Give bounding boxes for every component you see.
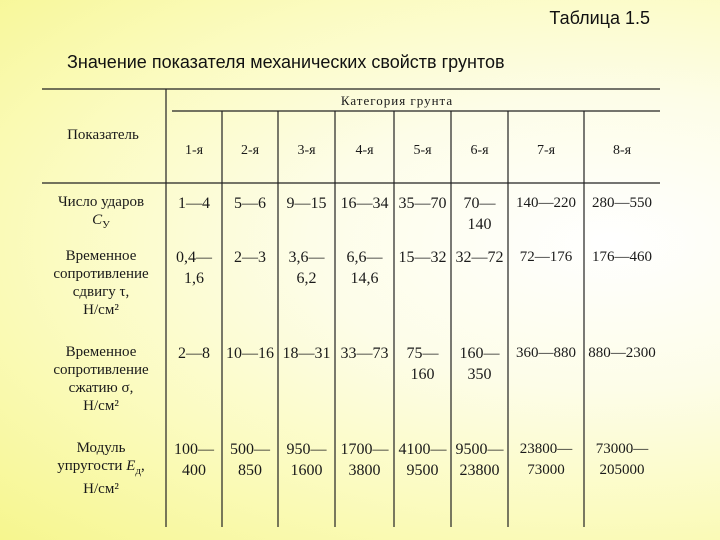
table-cell: 18—31 bbox=[282, 345, 331, 362]
table-title: Значение показателя механических свойств грунтов bbox=[67, 52, 505, 72]
row-label: Число ударов $C_У$ bbox=[57, 194, 145, 231]
table-cell: 15—32 bbox=[398, 249, 447, 266]
table-cell: 6,6— 14,6 bbox=[346, 249, 383, 287]
row-label: Временное сопротивление сжатию σ, Н/см² bbox=[53, 344, 149, 414]
table-cell: 72—176 bbox=[519, 249, 573, 265]
category-header-cell: 7-я bbox=[536, 143, 556, 158]
table-cell: 160— 350 bbox=[459, 345, 500, 383]
table-cell: 880—2300 bbox=[588, 345, 656, 361]
table-cell: 75— 160 bbox=[406, 345, 439, 383]
table-cell: 1—4 bbox=[178, 195, 210, 212]
table-cell: 35—70 bbox=[398, 195, 447, 212]
parameter-column-header: Показатель bbox=[67, 127, 139, 143]
table-cell: 73000— 205000 bbox=[595, 441, 649, 478]
table-cell: 1700— 3800 bbox=[340, 441, 389, 479]
table-number: Таблица 1.5 bbox=[549, 8, 650, 28]
row-label: Временное сопротивление сдвигу τ, Н/см² bbox=[53, 248, 149, 318]
category-header-cell: 6-я bbox=[470, 143, 489, 158]
table-cell: 10—16 bbox=[226, 345, 274, 362]
table-cell: 500— 850 bbox=[230, 441, 270, 479]
table-cell: 0,4— 1,6 bbox=[176, 249, 212, 287]
table-cell: 23800— 73000 bbox=[519, 441, 573, 478]
table-cell: 100— 400 bbox=[174, 441, 214, 479]
table-cell: 280—550 bbox=[592, 195, 652, 211]
category-header-cell: 8-я bbox=[612, 143, 632, 158]
table-cell: 176—460 bbox=[592, 249, 652, 265]
category-group-header: Категория грунта bbox=[340, 93, 454, 108]
scanned-table bbox=[42, 87, 660, 532]
table-cell: 70— 140 bbox=[463, 195, 496, 233]
table-cell: 3,6— 6,2 bbox=[288, 249, 325, 287]
table-cell: 33—73 bbox=[340, 345, 389, 362]
category-header-cell: 1-я bbox=[184, 143, 204, 158]
table-cell: 140—220 bbox=[516, 195, 576, 211]
category-header-cell: 3-я bbox=[297, 143, 316, 158]
table-cell: 9500— 23800 bbox=[455, 441, 504, 479]
category-header-cell: 5-я bbox=[413, 143, 432, 158]
category-header-cell: 2-я bbox=[240, 143, 260, 158]
table-cell: 32—72 bbox=[455, 249, 504, 266]
row-label: Модуль упругости $E_д$, Н/см² bbox=[57, 440, 145, 497]
table-cell: 16—34 bbox=[340, 195, 389, 212]
table-cell: 950— 1600 bbox=[286, 441, 327, 479]
table-cell: 5—6 bbox=[234, 195, 266, 212]
category-header-cell: 4-я bbox=[355, 143, 374, 158]
table-cell: 9—15 bbox=[286, 195, 327, 212]
table-cell: 4100— 9500 bbox=[398, 441, 447, 479]
table-cell: 360—880 bbox=[516, 345, 576, 361]
table-cell: 2—3 bbox=[234, 249, 266, 266]
table-cell: 2—8 bbox=[178, 345, 210, 362]
